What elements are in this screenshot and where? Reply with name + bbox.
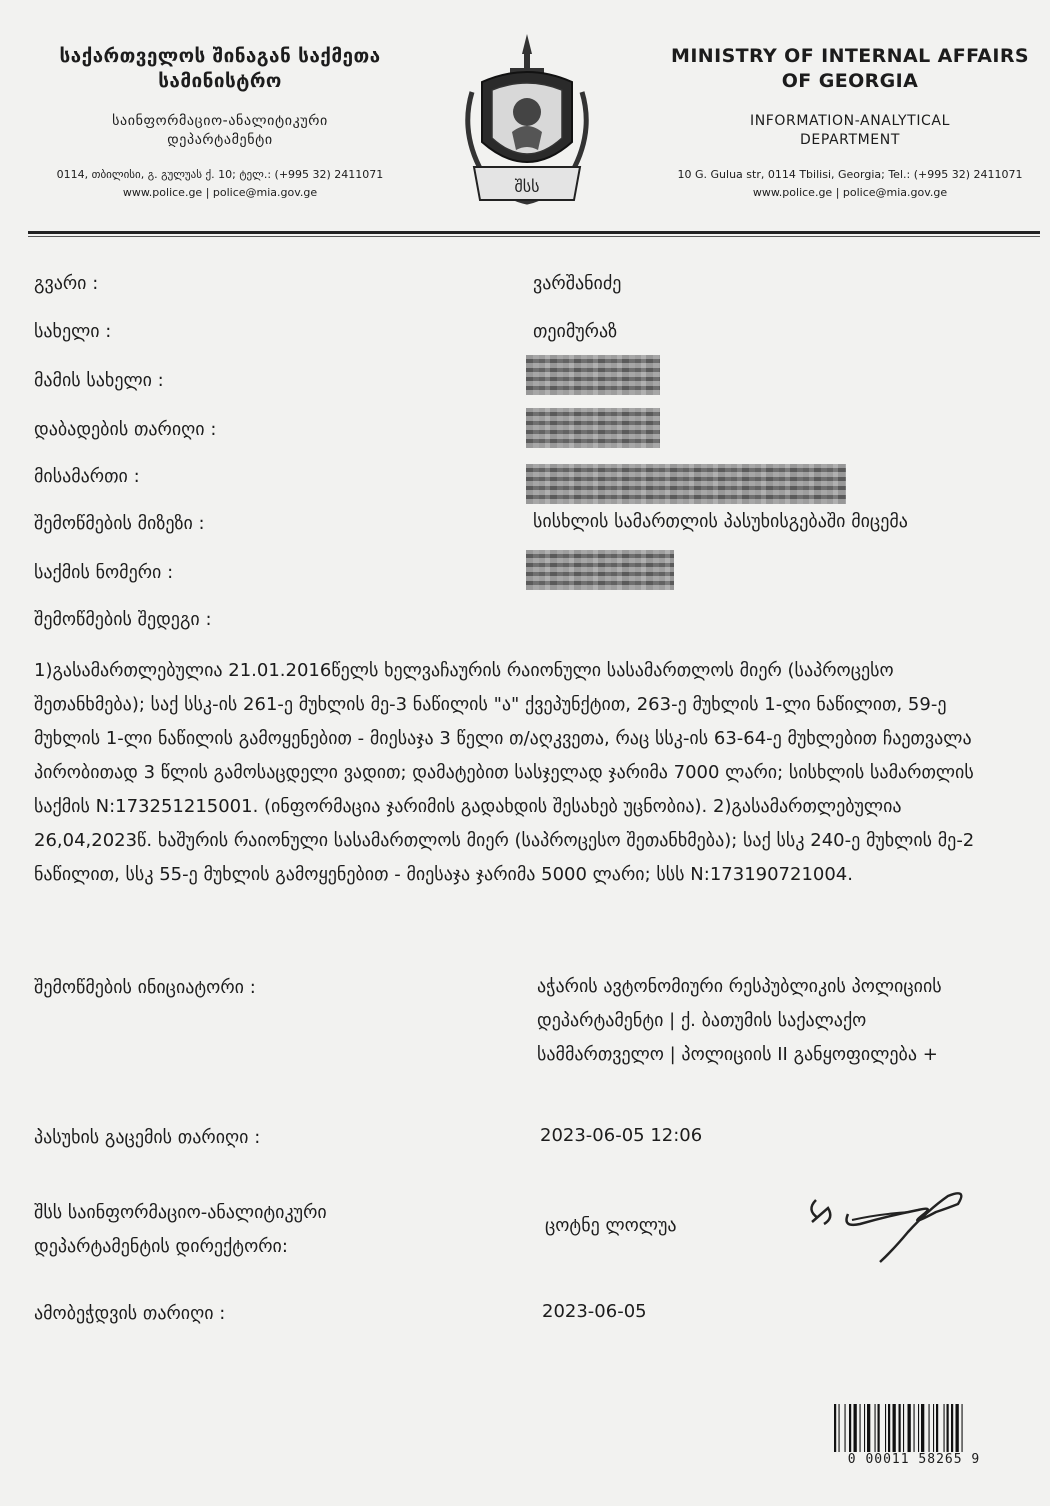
- case-number-label: საქმის ნომერი :: [34, 562, 174, 583]
- redacted-father-name: [526, 355, 660, 395]
- web-ka-line: www.police.ge | police@mia.gov.ge: [122, 186, 318, 199]
- department-name-ka: საინფორმაციო-ანალიტიკური დეპარტამენტი: [112, 113, 328, 148]
- address-label: მისამართი :: [34, 466, 140, 487]
- header-georgian: [20, 44, 420, 202]
- address-en: [650, 166, 1050, 202]
- department-name-en: [650, 112, 1050, 150]
- surname-value: ვარშანიძე: [533, 273, 622, 294]
- address-en-line: 10 G. Gulua str, 0114 Tbilisi, Georgia; Tel.: (+995 32) 2411071: [677, 168, 1023, 181]
- director-label-line2: დეპარტამენტის დირექტორი:: [34, 1236, 288, 1257]
- reason-value: სისხლის სამართლის პასუხისგებაში მიცემა: [533, 511, 908, 532]
- initiator-label: შემოწმების ინიციატორი :: [34, 977, 256, 998]
- director-label: [34, 1196, 327, 1264]
- police-emblem-icon: [452, 32, 602, 212]
- director-name: ცოტნე ლოლუა: [545, 1215, 677, 1236]
- check-result-text: 1)გასამართლებულია 21.01.2016წელს ხელვაჩაურის რაიონული სასამართლოს მიერ (საპროცესო შეთანხმება); საქ სსკ-ის 261-ე მუხლის მე-3 ნაწილის "ა" ქვეპუნქტით, 263-ე მუხლის 1-ლი ნაწილით, 59-ე მუხლის 1-ლი ნაწილის გამოყენებით - მიესაჯა 3 წელი თ/აღკვეთა, რაც სსკ-ის 63-64-ე მუხლებით ჩაეთვალა პირობითად 3 წლის გამოსაცდელი ვადით; დამატებით სასჯელად ჯარიმა 7000 ლარი; სისხლის სამართლის საქმის N:173251215001. (ინფორმაცია ჯარიმის გადახდის შესახებ უცნობია). 2)გასამართლებულია 26,04,2023წ. ხაშურის რაიონული სასამართლოს მიერ (საპროცესო შეთანხმება); საქ სსკ 240-ე მუხლის მე-2 ნაწილით, სსკ 55-ე მუხლის გამოყენებით - მიესაჯა ჯარიმა 5000 ლარი; სსს N:173190721004.: [34, 660, 975, 885]
- header-english: [650, 44, 1050, 202]
- address-ka: [20, 166, 420, 202]
- ministry-name-en: [650, 44, 1050, 94]
- initiator-value: აჭარის ავტონომიური რესპუბლიკის პოლიციის დეპარტამენტი | ქ. ბათუმის საქალაქო სამმართველო | პოლიციის II განყოფილება +: [537, 976, 942, 1065]
- header-divider-thin: [28, 236, 1040, 237]
- signature-icon: [798, 1170, 978, 1270]
- emblem-text: შსს: [514, 177, 540, 196]
- reason-label: შემოწმების მიზეზი :: [34, 513, 205, 534]
- redacted-address: [526, 464, 846, 504]
- director-label-line1: შსს საინფორმაციო-ანალიტიკური: [34, 1202, 327, 1223]
- name-label: სახელი :: [34, 321, 112, 342]
- web-en-line: www.police.ge | police@mia.gov.ge: [752, 186, 948, 199]
- print-date-value: 2023-06-05: [542, 1301, 647, 1322]
- ministry-name-ka: საქართველოს შინაგან საქმეთა სამინისტრო: [59, 45, 381, 92]
- birth-date-label: დაბადების თარიღი :: [34, 419, 217, 440]
- name-value: თეიმურაზ: [533, 321, 618, 342]
- barcode-number: 0 00011 58265 9: [826, 1452, 1002, 1467]
- result-label: შემოწმების შედეგი :: [34, 609, 212, 630]
- department-line1: INFORMATION-ANALYTICAL: [749, 113, 951, 129]
- father-name-label: მამის სახელი :: [34, 370, 164, 391]
- address-ka-line: 0114, თბილისი, გ. გულუას ქ. 10; ტელ.: (+995 32) 2411071: [56, 168, 384, 181]
- ministry-line1: MINISTRY OF INTERNAL AFFAIRS: [671, 45, 1029, 67]
- response-date-value: 2023-06-05 12:06: [540, 1125, 703, 1146]
- redacted-birth-date: [526, 408, 660, 448]
- ministry-line2: OF GEORGIA: [781, 70, 919, 92]
- redacted-case-number: [526, 550, 674, 590]
- department-line2: DEPARTMENT: [800, 132, 900, 148]
- surname-label: გვარი :: [34, 273, 99, 294]
- header-divider: [28, 231, 1040, 234]
- response-date-label: პასუხის გაცემის თარიღი :: [34, 1127, 261, 1148]
- print-date-label: ამობეჭდვის თარიღი :: [34, 1303, 226, 1324]
